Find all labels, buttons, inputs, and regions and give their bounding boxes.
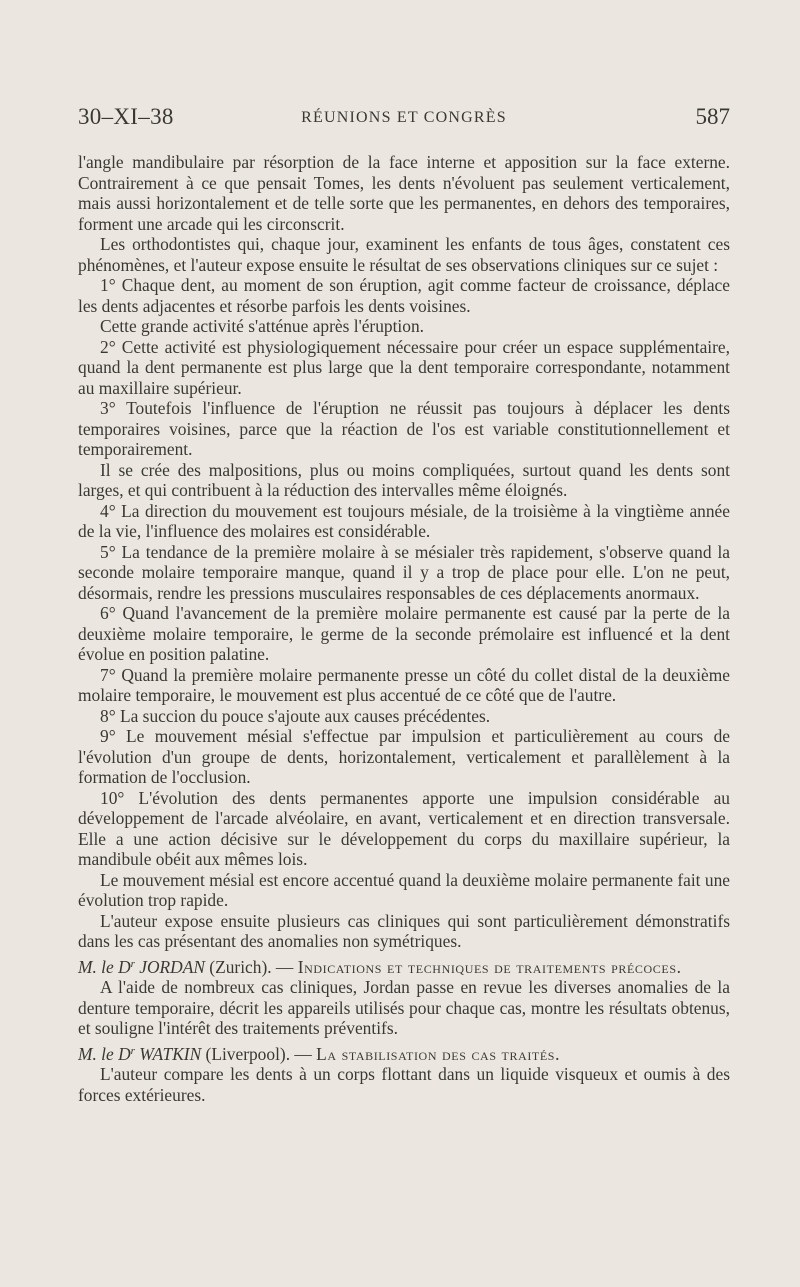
paragraph: L'auteur compare les dents à un corps flottant dans un liquide visqueux et oumis à des forces extérieures. — [78, 1064, 730, 1105]
list-item: 2° Cette activité est physiologiquement nécessaire pour créer un espace supplémentaire, quand la dent permanente est plus large que la dent temporaire correspondante, notamment au maxillaire supérieur. — [78, 336, 730, 398]
running-header — [78, 104, 730, 134]
paragraph: Les orthodontistes qui, chaque jour, examinent les enfants de tous âges, constatent ces phénomènes, et l'auteur expose ensuite le résultat de ses observations cliniques sur ce sujet : — [78, 234, 730, 275]
paragraph: A l'aide de nombreux cas cliniques, Jordan passe en revue les diverses anomalies de la denture temporaire, décrit les appareils utilisés pour chaque cas, montre les résultats obtenus, et souligne l'intérêt des traitements préventifs. — [78, 977, 730, 1038]
list-item: 9° Le mouvement mésial s'effectue par impulsion et particulièrement au cours de l'évolution d'un groupe de dents, horizontalement, verticalement et parallèlement à la formation de l'occlusion. — [78, 726, 730, 787]
paragraph: Cette grande activité s'atténue après l'éruption. — [100, 316, 425, 336]
header-section-title: RÉUNIONS ET CONGRÈS — [301, 109, 507, 126]
header-date: 30–XI–38 — [78, 104, 174, 129]
list-item: 4° La direction du mouvement est toujours mésiale, de la troisième à la vingtième année de la vie, l'influence des molaires est considérable. — [78, 500, 730, 541]
list-item: 1° Chaque dent, au moment de son éruption, agit comme facteur de croissance, déplace les dents adjacentes et résorbe parfois les dents voisines. — [78, 275, 730, 316]
paragraph: Il se crée des malpositions, plus ou moins compliquées, surtout quand les dents sont larges, et qui contribuent à la réduction des intervalles même éloignés. — [78, 459, 730, 500]
paragraph: l'angle mandibulaire par résorption de la face interne et apposition sur la face externe. Contrairement à ce que pensait Tomes, les dents n'évoluent pas seulement verticalement, mais aussi horizontalement et de telle sorte que les permanentes, en dehors des temporaires, forment une arcade qui les circonscrit. — [78, 152, 730, 234]
speaker-title: M. le $D^r$ WATKIN — [78, 1043, 202, 1064]
list-item: 7° Quand la première molaire permanente presse un côté du collet distal de la deuxième molaire temporaire, le mouvement est plus accentué de ce côté que de l'autre. — [78, 664, 730, 705]
page-number: 587 — [695, 104, 730, 129]
list-item: 6° Quand l'avancement de la première molaire permanente est causé par la perte de la deuxième molaire temporaire, le germe de la seconde prémolaire est influencé et la dent évolue en position palatine. — [78, 603, 730, 664]
list-item: 10° L'évolution des dents permanentes apporte une impulsion considérable au développement de l'arcade alvéolaire, en avant, verticalement et en direction transversale. Elle a une action décisive sur le développement du corps du maxillaire supérieur, la mandibule obéit aux mêmes lois. — [78, 787, 730, 869]
list-item: 5° La tendance de la première molaire à se mésialer très rapidement, s'observe quand la seconde molaire temporaire manque, quand il y a trop de place pour elle. L'on ne peut, désormais, rendre les pressions musculaires responsables de ces déplacements anormaux. — [78, 541, 730, 603]
talk-title: Indications et techniques de traitements précoces. — [297, 956, 682, 977]
paragraph: L'auteur expose ensuite plusieurs cas cliniques qui sont particulièrement démonstratifs dans les cas présentant des anomalies non symétriques. — [78, 910, 730, 951]
body-text — [78, 152, 730, 1105]
list-item: 3° Toutefois l'influence de l'éruption ne réussit pas toujours à déplacer les dents temporaires voisines, parce que la réaction de l'os est variable constitutionnellement et temporairement. — [78, 398, 730, 459]
speaker-title: M. le $D^r$ JORDAN — [78, 956, 205, 977]
section-heading-watkin — [78, 1044, 730, 1065]
talk-title: La stabilisation des cas traités. — [316, 1043, 561, 1064]
paragraph: Le mouvement mésial est encore accentué quand la deuxième molaire permanente fait une évolution trop rapide. — [78, 869, 730, 910]
section-heading-jordan — [78, 957, 730, 978]
list-item: 8° La succion du pouce s'ajoute aux causes précédentes. — [100, 705, 491, 726]
speaker-location: (Liverpool). — — [201, 1043, 317, 1064]
speaker-location: (Zurich). — — [204, 956, 298, 977]
